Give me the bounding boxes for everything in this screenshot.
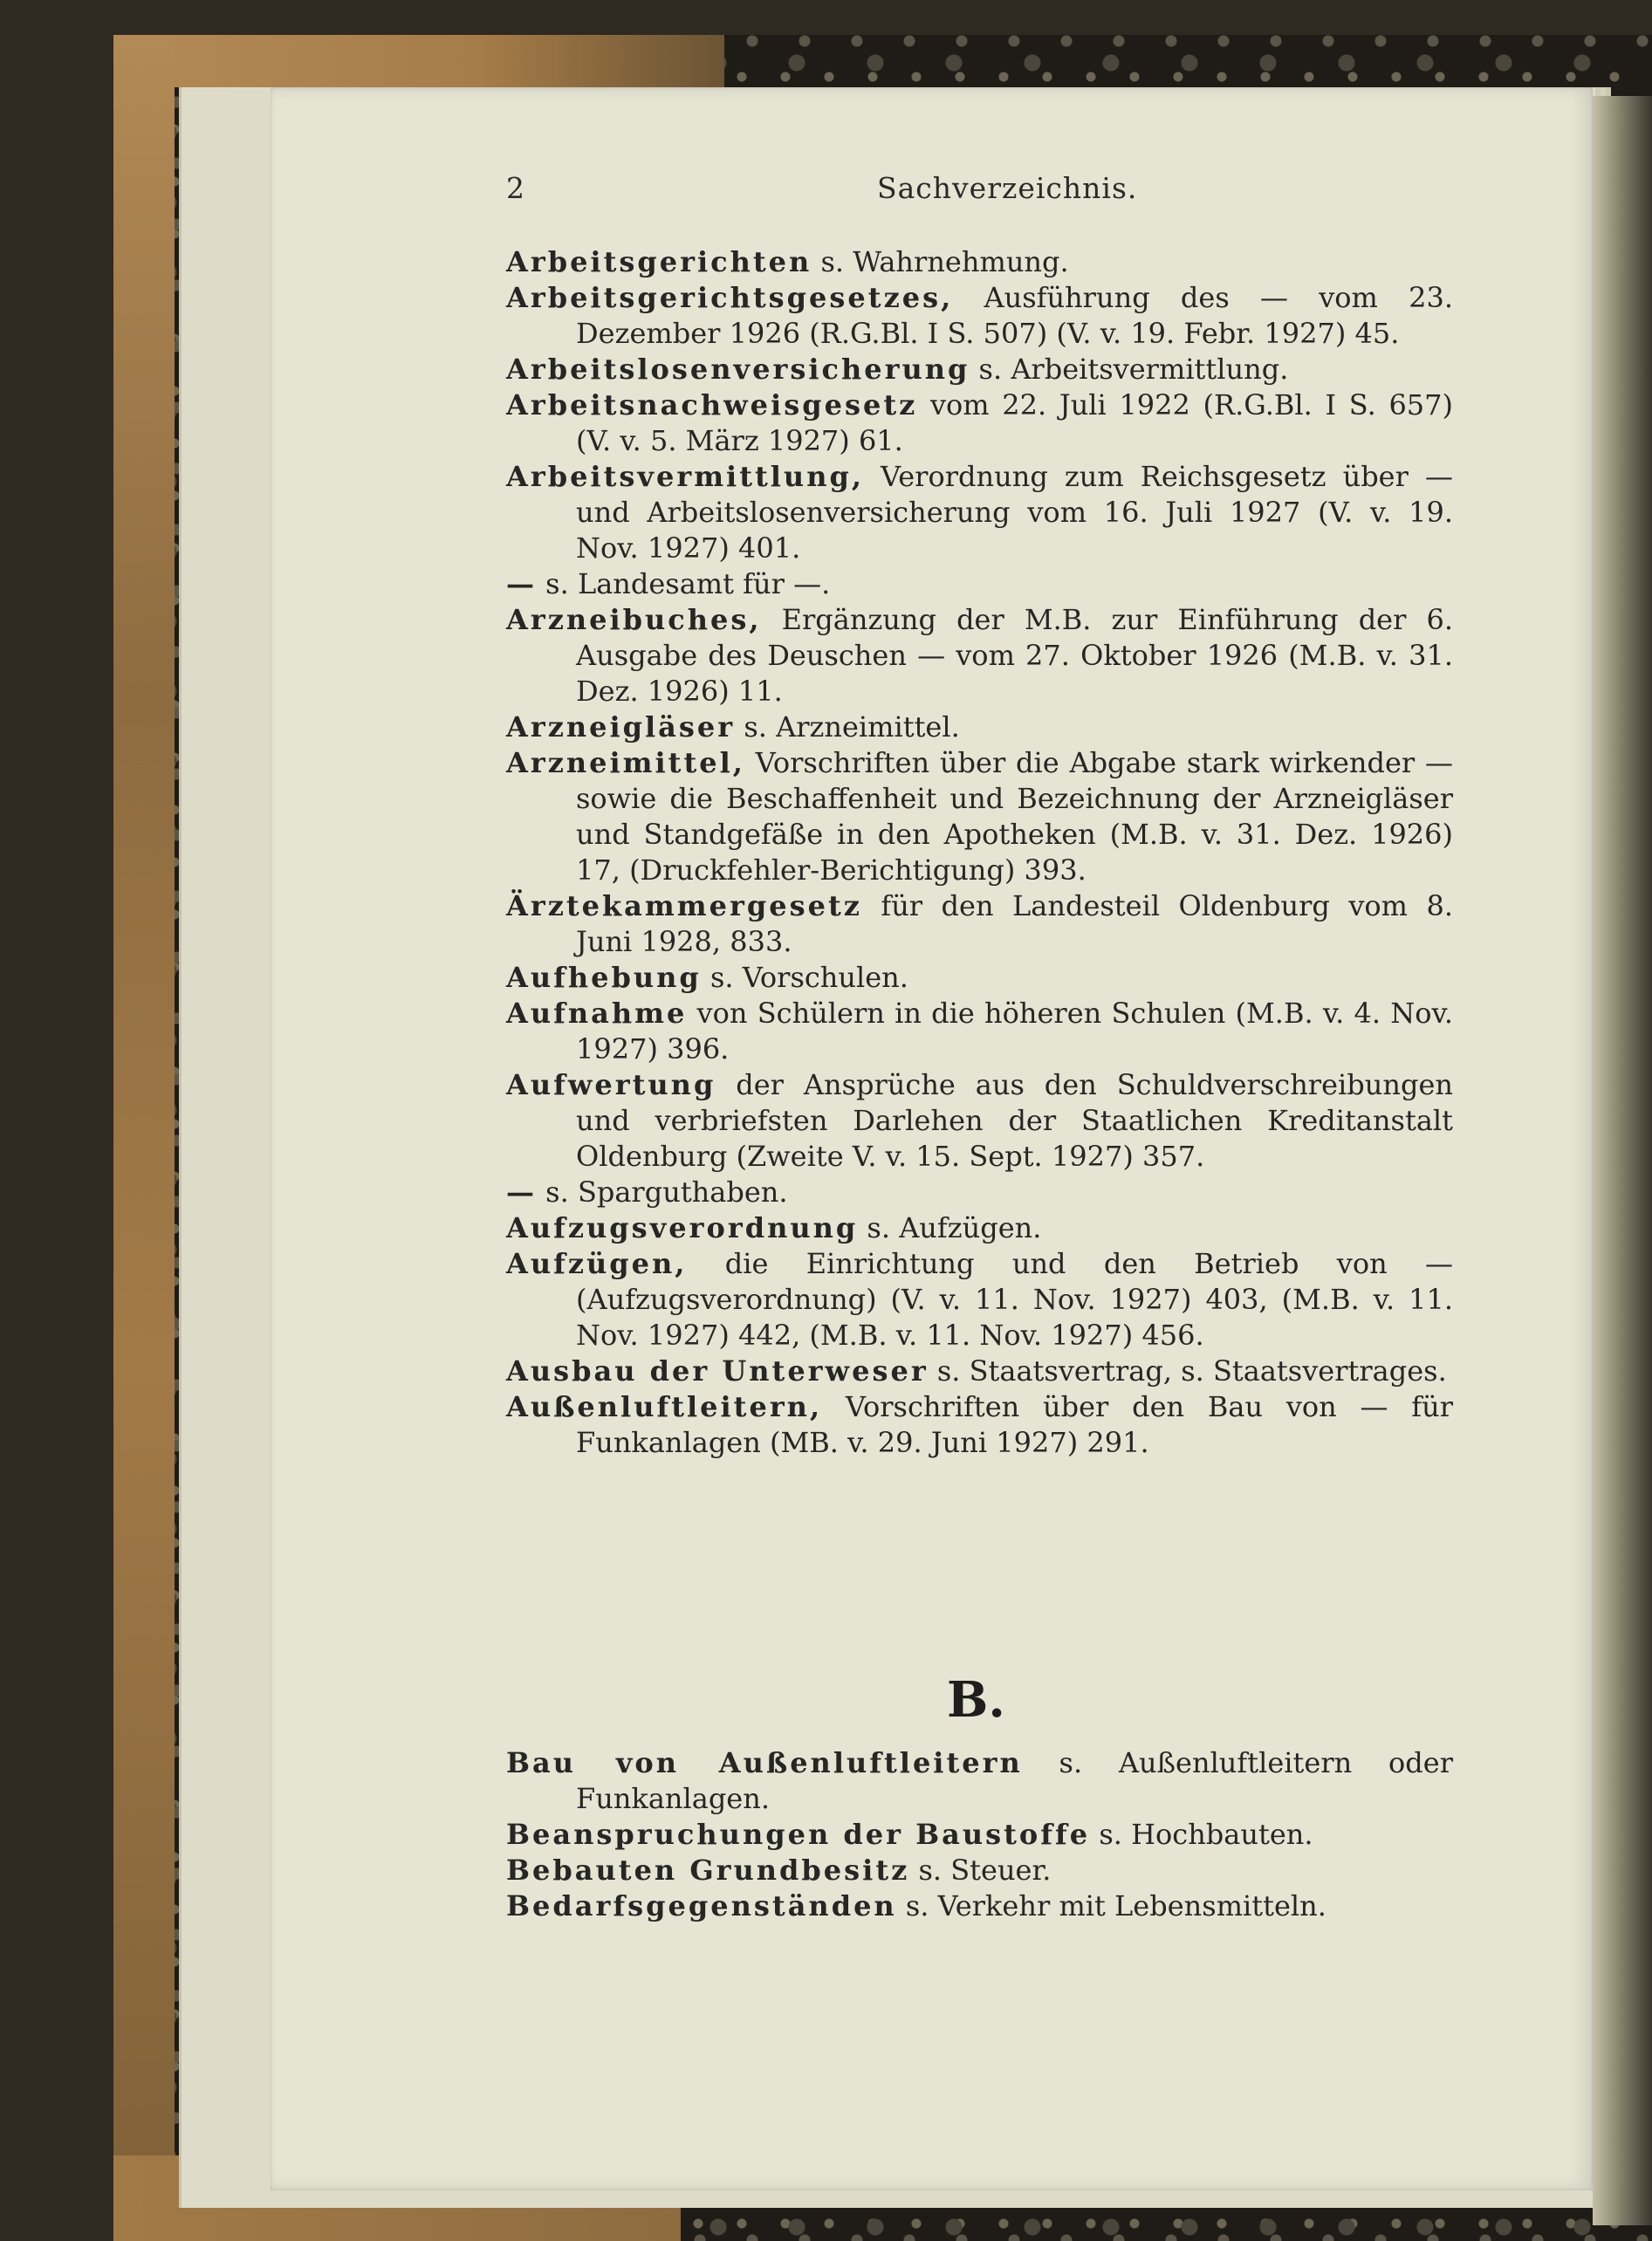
entry-text: s. Landesamt für —.: [537, 567, 831, 600]
entry-keyword: Außenluftleitern,: [506, 1390, 823, 1423]
entry-keyword: Arbeitsgerichtsgesetzes,: [506, 281, 954, 314]
index-entries-a: [506, 244, 1453, 1461]
entry-keyword: Bau von Außenluftleitern: [506, 1746, 1023, 1779]
index-entry: [506, 1354, 1453, 1389]
index-entry: [506, 960, 1453, 996]
entry-keyword: Beanspruchungen der Baustoffe: [506, 1818, 1091, 1851]
entry-keyword: Arzneimittel,: [506, 746, 745, 779]
index-entry: [506, 280, 1453, 352]
entry-keyword: Aufzugsverordnung: [506, 1211, 859, 1244]
entry-keyword: Aufwertung: [506, 1068, 716, 1101]
entry-text: Ergänzung der M.B. zur Einführung der 6. Ausgabe des Deuschen — vom 27. Oktober 1926 (M.B. v. 31. Dez. 1926) 11.: [576, 603, 1453, 708]
entry-text: s. Arbeitsvermittlung.: [970, 353, 1289, 386]
section-letter: B.: [947, 1671, 1005, 1729]
entry-keyword: Bedarfsgegenständen: [506, 1889, 897, 1922]
index-entry: [506, 1246, 1453, 1354]
index-entry: [506, 244, 1453, 280]
index-entry: [506, 602, 1453, 709]
index-entry: [506, 1210, 1453, 1246]
leather-corner-top: [113, 35, 724, 87]
leather-spine-edge: [113, 35, 175, 2241]
entry-keyword: Ausbau der Unterweser: [506, 1354, 929, 1388]
entry-keyword: Arzneibuches,: [506, 603, 762, 636]
entry-keyword: —: [506, 1175, 537, 1209]
entry-text: s. Hochbauten.: [1090, 1818, 1313, 1851]
entry-text: s. Steuer.: [909, 1854, 1052, 1887]
entry-text: s. Aufzügen.: [858, 1211, 1042, 1244]
index-entry: [506, 745, 1453, 888]
entry-keyword: Arbeitsgerichten: [506, 245, 812, 278]
entry-text: s. Verkehr mit Lebensmitteln.: [896, 1889, 1326, 1922]
entry-text: Vorschriften über den Bau von — für Funkanlagen (MB. v. 29. Juni 1927) 291.: [576, 1390, 1453, 1459]
index-entry: [506, 1853, 1453, 1888]
entry-keyword: Bebauten Grundbesitz: [506, 1854, 910, 1887]
index-entry: [506, 566, 1453, 602]
entry-keyword: Arbeitsvermittlung,: [506, 460, 864, 493]
index-entry: [506, 1817, 1453, 1853]
entry-keyword: —: [506, 567, 537, 600]
entry-text: für den Landesteil Oldenburg vom 8. Juni 1928, 833.: [576, 889, 1453, 958]
index-entry: [506, 1389, 1453, 1461]
page-edge-right: [1593, 96, 1652, 2225]
entry-text: Ausführung des — vom 23. Dezember 1926 (R.G.Bl. I S. 507) (V. v. 19. Febr. 1927) 45.: [576, 281, 1453, 350]
entry-text: der Ansprüche aus den Schuldverschreibungen und verbriefsten Darlehen der Staatlichen Kreditanstalt Oldenburg (Zweite V. v. 15. Sept. 1927) 357.: [576, 1068, 1453, 1173]
entry-keyword: Aufzügen,: [506, 1247, 688, 1280]
index-entry: [506, 996, 1453, 1067]
entry-text: s. Wahrnehmung.: [812, 245, 1069, 278]
entry-text: die Einrichtung und den Betrieb von — (Aufzugsverordnung) (V. v. 11. Nov. 1927) 403, (M.B. v. 11. Nov. 1927) 442, (M.B. v. 11. Nov. 1927) 456.: [576, 1247, 1453, 1352]
entry-text: Vorschriften über die Abgabe stark wirkender — sowie die Beschaffenheit und Bezeichnung der Arzneigläser und Standgefäße in den Apotheken (M.B. v. 31. Dez. 1926) 17, (Druckfehler-Berichtigung) 393.: [576, 746, 1453, 887]
entry-text: s. Arzneimittel.: [735, 710, 960, 744]
index-entry: [506, 709, 1453, 745]
entry-keyword: Arbeitslosenversicherung: [506, 353, 970, 386]
index-entry: [506, 1745, 1453, 1817]
entry-keyword: Aufhebung: [506, 961, 702, 994]
index-entry: [506, 459, 1453, 566]
entry-text: s. Außenluftleitern oder Funkanlagen.: [576, 1746, 1454, 1815]
entry-text: s. Vorschulen.: [701, 961, 908, 994]
page-header: [506, 171, 1449, 206]
entry-text: s. Staatsvertrag, s. Staatsvertrages.: [928, 1354, 1447, 1388]
index-entry: [506, 1175, 1453, 1210]
entry-text: s. Sparguthaben.: [537, 1175, 788, 1209]
entry-text: Verordnung zum Reichsgesetz über — und Arbeitslosenversicherung vom 16. Juli 1927 (V. v. 19. Nov. 1927) 401.: [576, 460, 1453, 565]
index-entry: [506, 387, 1453, 459]
index-entry: [506, 352, 1453, 387]
index-entry: [506, 1888, 1453, 1924]
entry-text: vom 22. Juli 1922 (R.G.Bl. I S. 657) (V. v. 5. März 1927) 61.: [576, 388, 1453, 457]
entry-text: von Schülern in die höheren Schulen (M.B. v. 4. Nov. 1927) 396.: [576, 997, 1453, 1066]
running-title: Sachverzeichnis.: [877, 171, 1138, 205]
entry-keyword: Arzneigläser: [506, 710, 736, 744]
entry-keyword: Ärztekammergesetz: [506, 889, 862, 922]
entry-keyword: Aufnahme: [506, 997, 688, 1030]
index-entry: [506, 1067, 1453, 1175]
page-number: 2: [506, 171, 524, 205]
entry-keyword: Arbeitsnachweisgesetz: [506, 388, 918, 421]
index-entry: [506, 888, 1453, 960]
index-entries-b: [506, 1745, 1453, 1924]
